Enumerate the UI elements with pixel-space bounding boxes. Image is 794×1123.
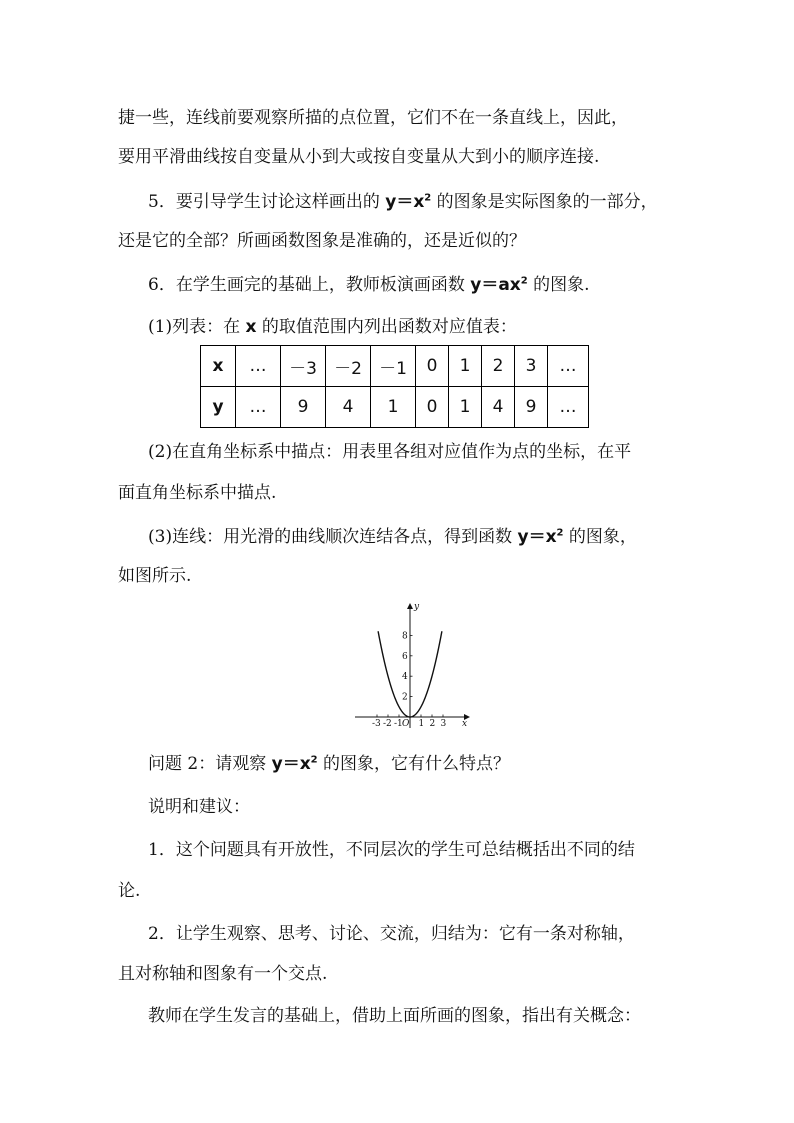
formula-base: y＝x bbox=[385, 192, 425, 212]
note-2-line-1: 2．让学生观察、思考、讨论、交流，归结为：它有一条对称轴， bbox=[148, 924, 635, 944]
text-run: 问题 2：请观察 bbox=[148, 754, 272, 774]
table-cell: 4 bbox=[326, 387, 371, 428]
text-run: 的图象. bbox=[527, 275, 590, 295]
x-tick-label: 1 bbox=[418, 719, 425, 729]
y-tick-label: 6 bbox=[402, 651, 408, 662]
table-cell: 2 bbox=[482, 346, 515, 387]
function-y-x2 bbox=[385, 192, 431, 212]
paragraph-5-line-2: 面直角坐标系中描点. bbox=[118, 483, 277, 503]
paragraph-2-line-1 bbox=[148, 191, 658, 213]
text-run: (3)连线：用光滑的曲线顺次连结各点，得到函数 bbox=[148, 527, 518, 547]
note-1-line-1: 1．这个问题具有开放性，不同层次的学生可总结概括出不同的结 bbox=[148, 840, 635, 860]
paragraph-1-line-2: 要用平滑曲线按自变量从小到大或按自变量从大到小的顺序连接. bbox=[118, 147, 600, 167]
table-cell: 1 bbox=[449, 346, 482, 387]
table-cell: －3 bbox=[281, 346, 326, 387]
text-run: 的图象是实际图象的一部分， bbox=[431, 192, 658, 212]
formula-exponent: 2 bbox=[424, 192, 432, 204]
table-row-y bbox=[201, 387, 589, 428]
text-run: 的图象， bbox=[563, 527, 637, 547]
table-cell: 4 bbox=[482, 387, 515, 428]
question-2 bbox=[148, 753, 510, 775]
table-cell: … bbox=[548, 346, 589, 387]
paragraph-6-line-2: 如图所示. bbox=[118, 566, 192, 586]
paragraph-1-line-1: 捷一些，连线前要观察所描的点位置，它们不在一条直线上，因此， bbox=[118, 108, 628, 128]
paragraph-4 bbox=[148, 316, 517, 338]
function-y-x2 bbox=[272, 754, 318, 774]
table-cell: －2 bbox=[326, 346, 371, 387]
x-tick-label: 3 bbox=[440, 719, 447, 729]
formula-base: y＝ax bbox=[470, 275, 521, 295]
table-cell: 0 bbox=[416, 387, 449, 428]
x-tick-label: -1 bbox=[394, 719, 403, 729]
text-run: 6．在学生画完的基础上，教师板演画函数 bbox=[148, 275, 471, 295]
paragraph-5-line-1: (2)在直角坐标系中描点：用表里各组对应值作为点的坐标，在平 bbox=[148, 442, 632, 462]
x-tick-label: -2 bbox=[383, 719, 392, 729]
y-tick-label: 2 bbox=[402, 692, 408, 703]
formula-exponent: 2 bbox=[556, 527, 564, 539]
formula-base: y＝x bbox=[517, 527, 557, 547]
y-tick-label: 4 bbox=[402, 672, 408, 683]
text-run: 的取值范围内列出函数对应值表： bbox=[256, 317, 517, 337]
formula-exponent: 2 bbox=[520, 275, 528, 287]
table-cell: 3 bbox=[515, 346, 548, 387]
y-tick-label: 8 bbox=[402, 631, 408, 642]
axis-ticks bbox=[372, 631, 447, 729]
paragraph-3 bbox=[148, 274, 590, 296]
text-run: 5．要引导学生讨论这样画出的 bbox=[148, 192, 386, 212]
variable-x: x bbox=[245, 317, 257, 337]
table-cell: 0 bbox=[416, 346, 449, 387]
text-run: 的图象，它有什么特点？ bbox=[317, 754, 511, 774]
table-cell: … bbox=[236, 387, 281, 428]
x-tick-label: -3 bbox=[372, 719, 381, 729]
x-axis-label: x bbox=[462, 719, 468, 729]
paragraph-teacher: 教师在学生发言的基础上，借助上面所画的图象，指出有关概念： bbox=[148, 1006, 641, 1026]
table-cell: … bbox=[548, 387, 589, 428]
y-axis-label: y bbox=[414, 602, 420, 612]
table-cell: －1 bbox=[371, 346, 416, 387]
text-run: (1)列表：在 bbox=[148, 317, 246, 337]
table-row-x bbox=[201, 346, 589, 387]
table-cell: … bbox=[236, 346, 281, 387]
table-cell: 9 bbox=[515, 387, 548, 428]
paragraph-6-line-1 bbox=[148, 526, 637, 548]
note-2-line-2: 且对称轴和图象有一个交点. bbox=[118, 964, 328, 984]
note-1-line-2: 论. bbox=[118, 881, 141, 901]
function-y-ax2 bbox=[470, 275, 528, 295]
parabola-graph bbox=[345, 600, 475, 730]
formula-base: y＝x bbox=[271, 754, 311, 774]
function-y-x2 bbox=[517, 527, 563, 547]
notes-heading: 说明和建议： bbox=[148, 797, 250, 817]
origin-label: O bbox=[402, 719, 410, 729]
value-table bbox=[200, 345, 589, 428]
table-cell: y bbox=[201, 387, 236, 428]
table-cell: 9 bbox=[281, 387, 326, 428]
table-cell: 1 bbox=[449, 387, 482, 428]
table-cell: 1 bbox=[371, 387, 416, 428]
x-tick-label: 2 bbox=[429, 719, 436, 729]
table-cell: x bbox=[201, 346, 236, 387]
paragraph-2-line-2: 还是它的全部？所画函数图象是准确的，还是近似的？ bbox=[118, 231, 526, 251]
formula-exponent: 2 bbox=[310, 754, 318, 766]
